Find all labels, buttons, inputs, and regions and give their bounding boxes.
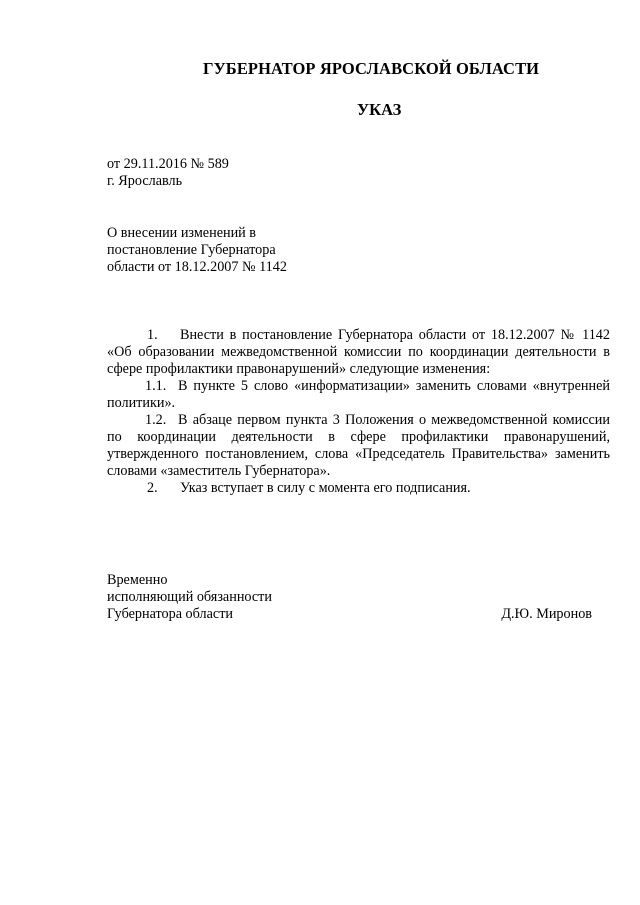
paragraph-1-2-text: В абзаце первом пункта 3 Положения о межведомственной комиссии по координации деятельности в сфере профилактики правонарушений, утвержденного постановлением, слова «Председатель Правительства» заменить словами «заместитель Губернатора». bbox=[107, 412, 610, 479]
signature-block bbox=[107, 572, 592, 623]
paragraph-2-number: 2. bbox=[147, 480, 158, 496]
document-body bbox=[107, 327, 610, 497]
document-type: УКАЗ bbox=[357, 100, 402, 119]
subject-line-2: постановление Губернатора bbox=[107, 242, 276, 258]
paragraph-1-1 bbox=[107, 378, 610, 412]
signatory-role-line-1: Временно bbox=[107, 572, 168, 588]
document-meta bbox=[107, 156, 229, 190]
paragraph-1 bbox=[107, 327, 610, 378]
paragraph-2 bbox=[107, 480, 610, 497]
paragraph-1-2 bbox=[107, 412, 610, 480]
subject-line-3: области от 18.12.2007 № 1142 bbox=[107, 259, 287, 275]
subject-line-1: О внесении изменений в bbox=[107, 225, 257, 241]
date-number: от 29.11.2016 № 589 bbox=[107, 156, 229, 172]
signatory-role-line-3: Губернатора области bbox=[107, 606, 233, 622]
paragraph-1-1-text: В пункте 5 слово «информатизации» заменить словами «внутренней политики». bbox=[107, 378, 610, 411]
paragraph-1-2-number: 1.2. bbox=[145, 412, 167, 428]
issuer-title: ГУБЕРНАТОР ЯРОСЛАВСКОЙ ОБЛАСТИ bbox=[203, 59, 540, 78]
paragraph-1-1-number: 1.1. bbox=[145, 378, 167, 394]
signatory-role-line-2: исполняющий обязанности bbox=[107, 589, 272, 605]
document-subject bbox=[107, 225, 287, 276]
signatory-name: Д.Ю. Миронов bbox=[501, 606, 592, 622]
paragraph-1-text: Внести в постановление Губернатора области от 18.12.2007 № 1142 «Об образовании межведомственной комиссии по координации деятельности в сфере профилактики правонарушений» следующие изменения: bbox=[107, 327, 610, 377]
paragraph-1-number: 1. bbox=[147, 327, 158, 343]
signature-row bbox=[107, 606, 592, 623]
city: г. Ярославль bbox=[107, 173, 183, 189]
paragraph-2-text: Указ вступает в силу с момента его подписания. bbox=[180, 480, 471, 496]
